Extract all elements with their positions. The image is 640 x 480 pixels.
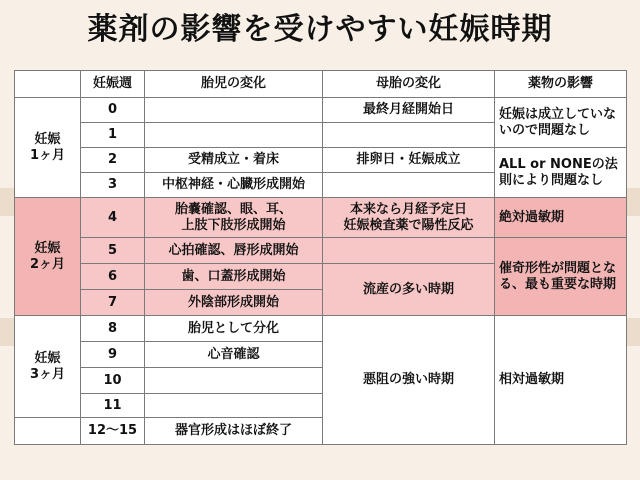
week-cell: 1 <box>81 123 145 148</box>
fetus-cell <box>145 394 323 418</box>
month3-label: 妊娠 3ヶ月 <box>15 316 81 418</box>
mother-miscarriage-cell: 流産の多い時期 <box>323 264 495 316</box>
table-row <box>15 238 627 264</box>
week-cell: 5 <box>81 238 145 264</box>
mother-cell: 最終月経開始日 <box>323 98 495 123</box>
table-row <box>15 148 627 173</box>
fetus-cell <box>145 98 323 123</box>
week-cell: 10 <box>81 368 145 394</box>
empty-period-cell <box>15 418 81 445</box>
fetus-cell: 外陰部形成開始 <box>145 290 323 316</box>
mother-cell <box>323 238 495 264</box>
drug-month2-a: 絶対過敏期 <box>495 198 627 238</box>
mother-cell: 本来なら月経予定日 妊娠検査薬で陽性反応 <box>323 198 495 238</box>
table-row <box>15 198 627 238</box>
drug-month3: 相対過敏期 <box>495 316 627 445</box>
fetus-cell <box>145 123 323 148</box>
fetus-cell: 中枢神経・心臓形成開始 <box>145 173 323 198</box>
table-row <box>15 98 627 123</box>
drug-month1-b: ALL or NONEの法則により問題なし <box>495 148 627 198</box>
week-cell: 9 <box>81 342 145 368</box>
fetus-cell: 心音確認 <box>145 342 323 368</box>
fetus-cell: 心拍確認、唇形成開始 <box>145 238 323 264</box>
week-cell: 6 <box>81 264 145 290</box>
header-period <box>15 71 81 98</box>
week-cell: 4 <box>81 198 145 238</box>
mother-cell: 排卵日・妊娠成立 <box>323 148 495 173</box>
pregnancy-drug-table <box>14 70 627 445</box>
fetus-cell: 受精成立・着床 <box>145 148 323 173</box>
fetus-cell <box>145 368 323 394</box>
week-cell: 12～15 <box>81 418 145 445</box>
week-cell: 7 <box>81 290 145 316</box>
month2-label: 妊娠 2ヶ月 <box>15 198 81 316</box>
month1-label: 妊娠 1ヶ月 <box>15 98 81 198</box>
header-row <box>15 71 627 98</box>
page-title: 薬剤の影響を受けやすい妊娠時期 <box>87 12 553 47</box>
week-cell: 11 <box>81 394 145 418</box>
header-fetus: 胎児の変化 <box>145 71 323 98</box>
week-cell: 0 <box>81 98 145 123</box>
drug-month2-b: 催奇形性が問題となる、最も重要な時期 <box>495 238 627 316</box>
fetus-cell: 器官形成はほぼ終了 <box>145 418 323 445</box>
mother-cell <box>323 173 495 198</box>
fetus-cell: 歯、口蓋形成開始 <box>145 264 323 290</box>
week-cell: 8 <box>81 316 145 342</box>
mother-cell <box>323 123 495 148</box>
week-cell: 3 <box>81 173 145 198</box>
header-mother: 母胎の変化 <box>323 71 495 98</box>
fetus-cell: 胎嚢確認、眼、耳、 上肢下肢形成開始 <box>145 198 323 238</box>
week-cell: 2 <box>81 148 145 173</box>
header-week: 妊娠週 <box>81 71 145 98</box>
fetus-cell: 胎児として分化 <box>145 316 323 342</box>
mother-morning-sickness-cell: 悪阻の強い時期 <box>323 316 495 445</box>
drug-month1-a: 妊娠は成立していないので問題なし <box>495 98 627 148</box>
header-drug: 薬物の影響 <box>495 71 627 98</box>
table-row <box>15 316 627 342</box>
